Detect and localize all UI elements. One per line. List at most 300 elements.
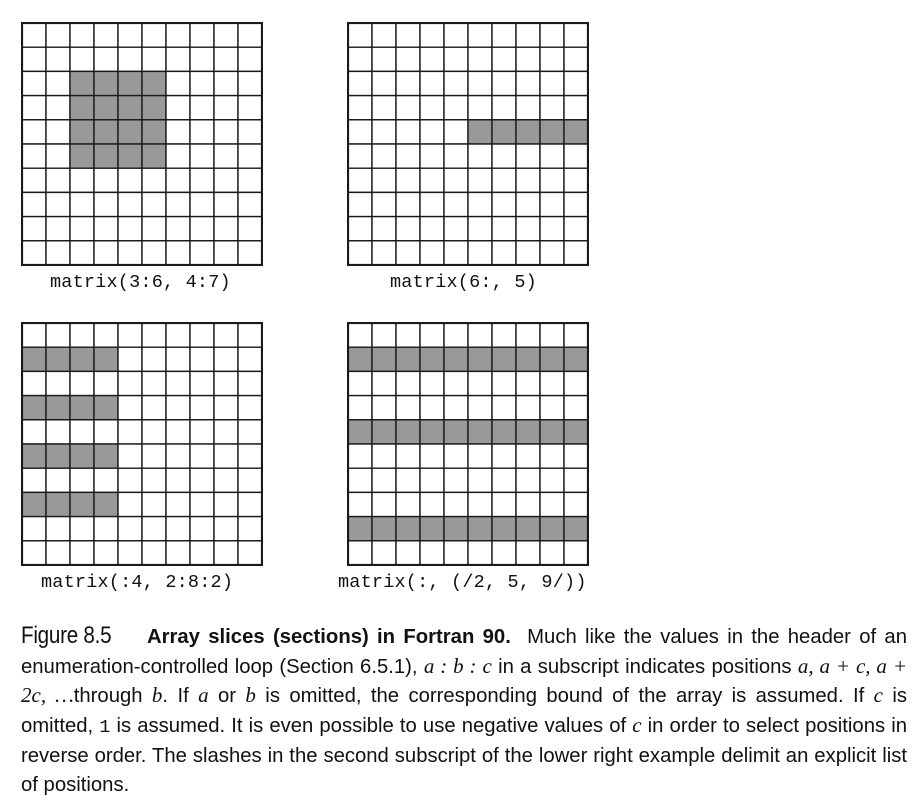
matrix-cell [420, 323, 444, 347]
matrix-cell [348, 192, 372, 216]
matrix-cell [166, 541, 190, 565]
matrix-cell [46, 144, 70, 168]
matrix-cell [22, 71, 46, 95]
matrix-cell [540, 396, 564, 420]
matrix-cell [540, 468, 564, 492]
matrix-cell [166, 396, 190, 420]
matrix-cell [46, 96, 70, 120]
matrix-cell [420, 371, 444, 395]
matrix-cell [468, 217, 492, 241]
matrix-cell [540, 23, 564, 47]
caption-math: b [151, 683, 163, 708]
matrix-cell [238, 217, 262, 241]
matrix-cell [540, 541, 564, 565]
matrix-cell [492, 396, 516, 420]
matrix-grid [21, 22, 263, 266]
matrix-cell [118, 420, 142, 444]
panel-label: matrix(3:6, 4:7) [50, 272, 231, 293]
matrix-cell [22, 420, 46, 444]
matrix-cell [396, 96, 420, 120]
matrix-cell [468, 541, 492, 565]
matrix-cell [166, 347, 190, 371]
selected-cell [516, 517, 540, 541]
matrix-cell [190, 396, 214, 420]
matrix-cell [238, 468, 262, 492]
selected-cell [492, 420, 516, 444]
matrix-cell [444, 492, 468, 516]
matrix-cell [118, 347, 142, 371]
matrix-cell [70, 541, 94, 565]
matrix-cell [420, 241, 444, 265]
matrix-cell [70, 168, 94, 192]
selected-cell [540, 347, 564, 371]
selected-cell [492, 347, 516, 371]
matrix-cell [22, 47, 46, 71]
matrix-cell [516, 323, 540, 347]
matrix-cell [396, 120, 420, 144]
matrix-cell [372, 396, 396, 420]
matrix-cell [444, 144, 468, 168]
matrix-cell [94, 420, 118, 444]
matrix-cell [46, 371, 70, 395]
matrix-cell [468, 168, 492, 192]
matrix-cell [70, 323, 94, 347]
matrix-cell [142, 468, 166, 492]
selected-cell [94, 96, 118, 120]
matrix-cell [70, 420, 94, 444]
matrix-cell [94, 517, 118, 541]
caption-text: in order to select positions in reverse order. The slashes in the second subscript of the lower right example delimit an explicit list of positions. [21, 714, 907, 796]
selected-cell [492, 120, 516, 144]
matrix-cell [492, 492, 516, 516]
matrix-cell [540, 168, 564, 192]
matrix-cell [190, 217, 214, 241]
matrix-cell [468, 241, 492, 265]
matrix-cell [540, 444, 564, 468]
selected-cell [540, 517, 564, 541]
matrix-cell [46, 541, 70, 565]
matrix-cell [492, 444, 516, 468]
matrix-cell [348, 241, 372, 265]
matrix-cell [444, 468, 468, 492]
matrix-cell [46, 420, 70, 444]
matrix-cell [516, 492, 540, 516]
matrix-cell [348, 492, 372, 516]
matrix-cell [348, 120, 372, 144]
matrix-cell [564, 396, 588, 420]
matrix-cell [142, 47, 166, 71]
matrix-cell [492, 371, 516, 395]
matrix-cell [420, 492, 444, 516]
matrix-cell [516, 396, 540, 420]
matrix-cell [420, 396, 444, 420]
matrix-cell [190, 144, 214, 168]
matrix-cell [214, 371, 238, 395]
panel-label: matrix(:4, 2:8:2) [41, 572, 234, 593]
selected-cell [22, 347, 46, 371]
matrix-cell [46, 217, 70, 241]
matrix-cell [142, 347, 166, 371]
matrix-cell [238, 420, 262, 444]
matrix-cell [492, 71, 516, 95]
matrix-cell [444, 96, 468, 120]
matrix-cell [70, 192, 94, 216]
matrix-cell [468, 23, 492, 47]
selected-cell [372, 517, 396, 541]
matrix-cell [372, 71, 396, 95]
matrix-cell [238, 541, 262, 565]
matrix-cell [396, 371, 420, 395]
selected-cell [348, 347, 372, 371]
matrix-cell [492, 168, 516, 192]
matrix-cell [468, 323, 492, 347]
matrix-cell [142, 192, 166, 216]
matrix-cell [372, 168, 396, 192]
matrix-cell [238, 396, 262, 420]
matrix-cell [166, 144, 190, 168]
panel-label: matrix(:, (/2, 5, 9/)) [338, 572, 587, 593]
panel-matrix-3-6-4-7 [21, 22, 281, 302]
matrix-cell [468, 47, 492, 71]
matrix-cell [444, 23, 468, 47]
matrix-cell [372, 541, 396, 565]
matrix-cell [564, 217, 588, 241]
matrix-cell [540, 71, 564, 95]
matrix-cell [444, 47, 468, 71]
matrix-cell [166, 168, 190, 192]
matrix-cell [516, 144, 540, 168]
matrix-cell [22, 323, 46, 347]
matrix-cell [492, 23, 516, 47]
matrix-cell [238, 347, 262, 371]
matrix-cell [444, 323, 468, 347]
matrix-cell [190, 241, 214, 265]
matrix-cell [540, 323, 564, 347]
matrix-cell [238, 444, 262, 468]
matrix-cell [238, 517, 262, 541]
matrix-cell [190, 420, 214, 444]
matrix-cell [444, 168, 468, 192]
matrix-cell [540, 96, 564, 120]
selected-cell [70, 120, 94, 144]
matrix-cell [142, 492, 166, 516]
matrix-cell [214, 396, 238, 420]
matrix-cell [420, 96, 444, 120]
matrix-cell [94, 241, 118, 265]
selected-cell [372, 420, 396, 444]
matrix-cell [444, 71, 468, 95]
matrix-cell [238, 192, 262, 216]
matrix-cell [492, 241, 516, 265]
selected-cell [70, 71, 94, 95]
matrix-cell [516, 168, 540, 192]
matrix-cell [420, 444, 444, 468]
matrix-cell [564, 71, 588, 95]
matrix-cell [142, 241, 166, 265]
matrix-cell [190, 23, 214, 47]
matrix-cell [190, 192, 214, 216]
matrix-cell [118, 371, 142, 395]
matrix-cell [348, 71, 372, 95]
selected-cell [70, 144, 94, 168]
matrix-cell [46, 241, 70, 265]
matrix-cell [190, 71, 214, 95]
selected-cell [70, 492, 94, 516]
matrix-cell [396, 468, 420, 492]
matrix-cell [348, 23, 372, 47]
selected-cell [468, 517, 492, 541]
selected-cell [468, 420, 492, 444]
matrix-cell [118, 168, 142, 192]
selected-cell [540, 420, 564, 444]
matrix-cell [468, 468, 492, 492]
matrix-cell [142, 420, 166, 444]
panel-label: matrix(6:, 5) [390, 272, 537, 293]
matrix-cell [372, 96, 396, 120]
selected-cell [564, 420, 588, 444]
matrix-cell [564, 541, 588, 565]
matrix-cell [540, 47, 564, 71]
caption-math: c [873, 683, 883, 708]
matrix-cell [372, 468, 396, 492]
matrix-cell [516, 541, 540, 565]
caption-text: Much like the values in the header of an enumeration-controlled loop (Section 6.5.1), [21, 626, 907, 678]
selected-cell [420, 347, 444, 371]
matrix-cell [492, 468, 516, 492]
matrix-cell [214, 217, 238, 241]
matrix-cell [396, 396, 420, 420]
matrix-cell [118, 396, 142, 420]
selected-cell [564, 347, 588, 371]
matrix-cell [396, 492, 420, 516]
matrix-cell [190, 347, 214, 371]
matrix-cell [166, 444, 190, 468]
matrix-cell [214, 96, 238, 120]
matrix-cell [190, 468, 214, 492]
matrix-cell [396, 323, 420, 347]
matrix-cell [22, 23, 46, 47]
matrix-cell [348, 47, 372, 71]
matrix-cell [214, 420, 238, 444]
matrix-cell [214, 120, 238, 144]
matrix-cell [396, 23, 420, 47]
matrix-cell [70, 371, 94, 395]
matrix-cell [564, 47, 588, 71]
panel-matrix-list-2-5-9 [338, 322, 607, 602]
matrix-cell [238, 241, 262, 265]
matrix-cell [46, 47, 70, 71]
matrix-cell [166, 420, 190, 444]
matrix-cell [118, 517, 142, 541]
matrix-cell [396, 144, 420, 168]
matrix-cell [348, 444, 372, 468]
matrix-cell [396, 168, 420, 192]
selected-cell [516, 420, 540, 444]
selected-cell [118, 144, 142, 168]
matrix-cell [468, 444, 492, 468]
selected-cell [540, 120, 564, 144]
matrix-cell [46, 168, 70, 192]
selected-cell [46, 347, 70, 371]
matrix-cell [492, 144, 516, 168]
matrix-cell [94, 323, 118, 347]
selected-cell [420, 420, 444, 444]
matrix-cell [118, 468, 142, 492]
matrix-cell [190, 541, 214, 565]
matrix-cell [94, 541, 118, 565]
caption-text: through [73, 685, 152, 708]
matrix-cell [190, 120, 214, 144]
selected-cell [94, 144, 118, 168]
matrix-cell [444, 541, 468, 565]
matrix-cell [444, 192, 468, 216]
matrix-cell [348, 144, 372, 168]
selected-cell [444, 347, 468, 371]
matrix-cell [214, 492, 238, 516]
selected-cell [70, 96, 94, 120]
selected-cell [46, 444, 70, 468]
matrix-cell [94, 192, 118, 216]
matrix-cell [238, 371, 262, 395]
selected-cell [468, 347, 492, 371]
figure-number: Figure 8.5 [21, 622, 112, 649]
caption-text: is omitted, the corresponding bound of the array is assumed. If [255, 685, 874, 708]
selected-cell [118, 71, 142, 95]
selected-cell [564, 120, 588, 144]
matrix-cell [564, 144, 588, 168]
matrix-cell [468, 71, 492, 95]
matrix-cell [214, 144, 238, 168]
matrix-cell [444, 371, 468, 395]
matrix-cell [238, 168, 262, 192]
matrix-cell [214, 468, 238, 492]
caption-text: or [208, 685, 246, 708]
matrix-cell [118, 47, 142, 71]
selected-cell [492, 517, 516, 541]
matrix-cell [238, 492, 262, 516]
matrix-cell [142, 371, 166, 395]
matrix-cell [238, 120, 262, 144]
caption-math: a : b : c [423, 653, 492, 678]
matrix-cell [348, 217, 372, 241]
matrix-cell [420, 47, 444, 71]
matrix-cell [564, 371, 588, 395]
matrix-cell [142, 396, 166, 420]
matrix-cell [190, 323, 214, 347]
matrix-cell [142, 444, 166, 468]
matrix-cell [516, 444, 540, 468]
selected-cell [46, 492, 70, 516]
matrix-cell [22, 96, 46, 120]
matrix-cell [166, 468, 190, 492]
matrix-cell [516, 241, 540, 265]
matrix-cell [142, 323, 166, 347]
matrix-cell [118, 444, 142, 468]
matrix-cell [396, 444, 420, 468]
caption-math: c [632, 712, 642, 737]
matrix-cell [118, 323, 142, 347]
matrix-cell [166, 241, 190, 265]
matrix-cell [420, 144, 444, 168]
matrix-cell [444, 444, 468, 468]
selected-cell [94, 492, 118, 516]
matrix-cell [70, 47, 94, 71]
matrix-cell [396, 541, 420, 565]
matrix-cell [166, 120, 190, 144]
matrix-cell [348, 396, 372, 420]
matrix-cell [564, 468, 588, 492]
matrix-cell [70, 468, 94, 492]
matrix-cell [564, 323, 588, 347]
selected-cell [142, 120, 166, 144]
matrix-cell [238, 323, 262, 347]
matrix-cell [516, 71, 540, 95]
selected-cell [396, 517, 420, 541]
selected-cell [420, 517, 444, 541]
figure-title: Array slices (sections) in Fortran 90. [146, 626, 511, 648]
matrix-cell [142, 517, 166, 541]
matrix-cell [468, 192, 492, 216]
matrix-cell [348, 541, 372, 565]
matrix-cell [166, 217, 190, 241]
matrix-cell [118, 541, 142, 565]
matrix-cell [420, 23, 444, 47]
matrix-cell [468, 96, 492, 120]
matrix-cell [22, 144, 46, 168]
matrix-cell [516, 192, 540, 216]
matrix-cell [94, 468, 118, 492]
panel-matrix-4-2-8-2 [21, 322, 281, 602]
matrix-cell [118, 23, 142, 47]
matrix-cell [166, 323, 190, 347]
matrix-cell [142, 23, 166, 47]
figure-caption [21, 622, 907, 800]
matrix-cell [22, 541, 46, 565]
matrix-cell [142, 217, 166, 241]
selected-cell [516, 347, 540, 371]
matrix-cell [564, 192, 588, 216]
matrix-cell [372, 23, 396, 47]
matrix-cell [166, 492, 190, 516]
selected-cell [94, 120, 118, 144]
matrix-cell [46, 120, 70, 144]
matrix-cell [420, 168, 444, 192]
matrix-cell [70, 217, 94, 241]
matrix-cell [22, 217, 46, 241]
matrix-cell [214, 23, 238, 47]
matrix-cell [46, 192, 70, 216]
selected-cell [118, 96, 142, 120]
matrix-cell [214, 47, 238, 71]
matrix-cell [70, 517, 94, 541]
selected-cell [142, 144, 166, 168]
matrix-cell [372, 241, 396, 265]
matrix-cell [540, 144, 564, 168]
matrix-cell [214, 323, 238, 347]
matrix-cell [540, 241, 564, 265]
matrix-cell [420, 192, 444, 216]
matrix-cell [468, 396, 492, 420]
matrix-cell [22, 517, 46, 541]
matrix-cell [468, 492, 492, 516]
matrix-cell [516, 96, 540, 120]
selected-cell [118, 120, 142, 144]
matrix-cell [540, 371, 564, 395]
selected-cell [22, 444, 46, 468]
selected-cell [516, 120, 540, 144]
matrix-cell [22, 371, 46, 395]
matrix-cell [166, 47, 190, 71]
